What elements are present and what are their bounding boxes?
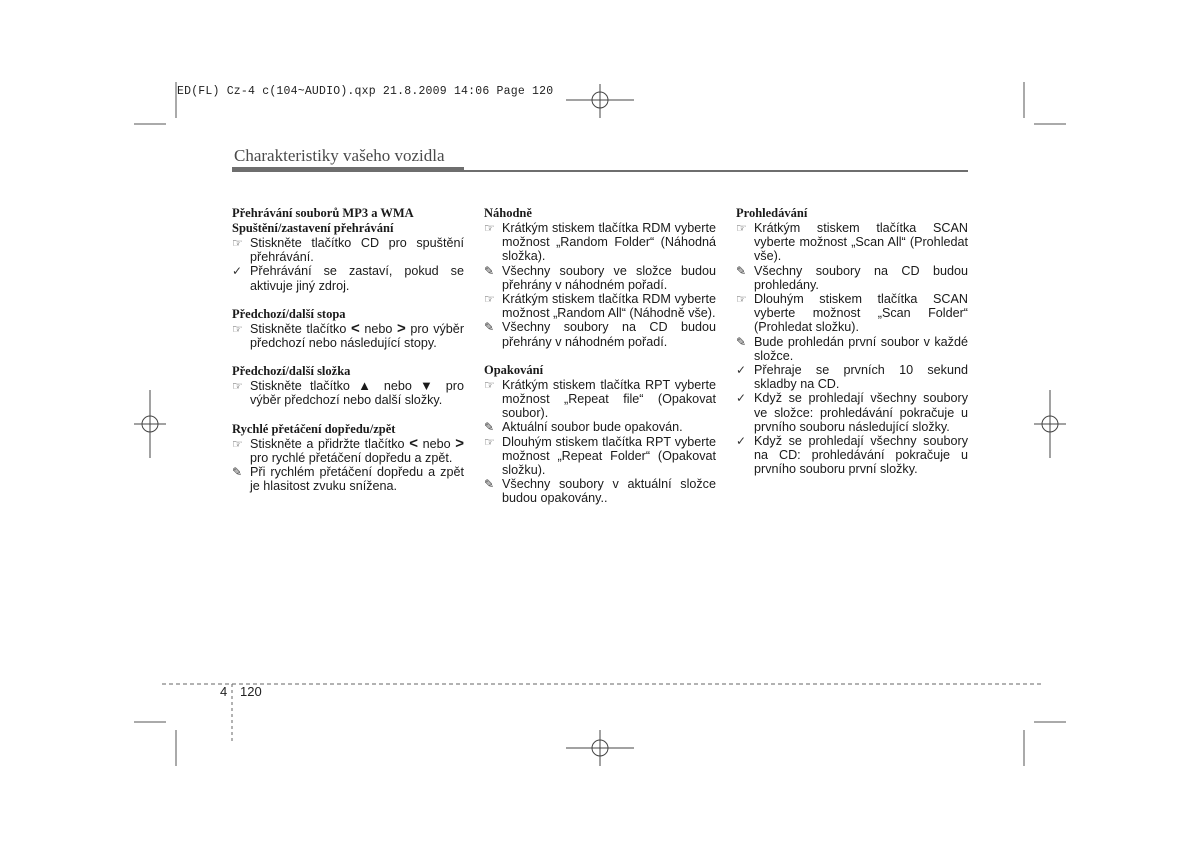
- list-item: ✎ Aktuální soubor bude opakován.: [484, 420, 683, 435]
- section-mp3-start-stop: [232, 206, 464, 293]
- list-item: ☞ Krátkým stiskem tlačítka RPT vyberte možnost „Repeat file“ (Opakovat soubor).: [484, 377, 716, 421]
- print-slug: ED(FL) Cz-4 c(104~AUDIO).qxp 21.8.2009 14:06 Page 120: [177, 85, 554, 98]
- list-item: ☞ Stiskněte tlačítko < nebo > pro výběr předchozí nebo následující stopy.: [232, 319, 465, 351]
- list-item: ✎ Všechny soubory na CD budou přehrány v náhodném pořadí.: [484, 320, 716, 349]
- left-arrow-icon: <: [409, 434, 418, 452]
- list-item: ✎ Při rychlém přetáčení dopředu a zpět je hlasitost zvuku snížena.: [232, 465, 464, 494]
- check-icon: ✓: [736, 363, 747, 378]
- hand-pointer-icon: ☞: [484, 221, 495, 235]
- column-3: [736, 206, 968, 491]
- note-icon: ✎: [232, 465, 243, 480]
- check-icon: ✓: [736, 391, 747, 406]
- list-item: ✎ Bude prohledán první soubor v každé složce.: [736, 334, 968, 363]
- hand-pointer-icon: ☞: [232, 236, 243, 250]
- check-icon: ✓: [736, 434, 747, 449]
- hand-pointer-icon: ☞: [232, 321, 243, 336]
- heading-repeat: Opakování: [484, 362, 544, 377]
- section-scan: [736, 206, 968, 477]
- heading-mp3-wma: Přehrávání souborů MP3 a WMA: [232, 206, 414, 220]
- list-item: ✎ Všechny soubory na CD budou prohledány.: [736, 263, 968, 292]
- right-arrow-icon: >: [397, 319, 406, 337]
- title-rule-thick: [232, 167, 464, 172]
- registration-target-top: [566, 84, 634, 118]
- list-item: ☞ Stiskněte a přidržte tlačítko < nebo > pro rychlé přetáčení dopředu a zpět.: [232, 434, 464, 465]
- page-number: 120: [240, 684, 262, 699]
- list-item: ☞ Krátkým stiskem tlačítka RDM vyberte možnost „Random All“ (Náhodně vše).: [484, 292, 716, 321]
- left-arrow-icon: <: [350, 319, 360, 337]
- list-item: ✎ Všechny soubory ve složce budou přehrány v náhodném pořadí.: [484, 263, 716, 292]
- note-icon: ✎: [484, 477, 495, 492]
- list-item: ✓ Přehrávání se zastaví, pokud se aktivuje jiný zdroj.: [232, 264, 464, 293]
- registration-target-right: [1034, 390, 1066, 458]
- list-item: ☞ Dlouhým stiskem tlačítka RPT vyberte možnost „Repeat Folder“ (Opakovat složku).: [484, 434, 716, 478]
- hand-pointer-icon: ☞: [232, 436, 243, 451]
- section-fast-forward: [232, 422, 464, 494]
- up-triangle-icon: ▲: [358, 378, 376, 394]
- hand-pointer-icon: ☞: [484, 434, 495, 449]
- registration-target-bottom: [566, 730, 634, 766]
- registration-target-left: [134, 390, 166, 458]
- list-item: ☞ Krátkým stiskem tlačítka RDM vyberte možnost „Random Folder“ (Náhodná složka).: [484, 221, 716, 264]
- note-icon: ✎: [484, 263, 495, 278]
- list-item: ✓ Když se prohledají všechny soubory na CD: prohledávání pokračuje u prvního souboru první složky.: [736, 434, 968, 477]
- note-icon: ✎: [484, 320, 495, 335]
- note-icon: ✎: [736, 263, 747, 278]
- list-item: ☞ Krátkým stiskem tlačítka SCAN vyberte možnost „Scan All“ (Prohledat vše).: [736, 221, 968, 264]
- heading-fast-forward: Rychlé přetáčení dopředu/zpět: [232, 421, 396, 436]
- list-item: ✓ Přehraje se prvních 10 sekund skladby na CD.: [736, 363, 968, 392]
- list-item: ☞ Dlouhým stiskem tlačítka SCAN vyberte možnost „Scan Folder“ (Prohledat složku).: [736, 292, 968, 335]
- section-folder: [232, 364, 464, 407]
- right-arrow-icon: >: [455, 434, 464, 452]
- column-1: [232, 206, 464, 507]
- section-track: [232, 307, 464, 350]
- list-item: ☞ Stiskněte tlačítko CD pro spuštění přehrávání.: [232, 236, 464, 265]
- check-icon: ✓: [232, 264, 243, 279]
- hand-pointer-icon: ☞: [736, 221, 747, 235]
- heading-scan: Prohledávání: [736, 206, 808, 220]
- heading-random: Náhodně: [484, 206, 532, 220]
- list-item: ✎ Všechny soubory v aktuální složce budou opakovány..: [484, 477, 716, 506]
- hand-pointer-icon: ☞: [736, 292, 747, 307]
- hand-pointer-icon: ☞: [484, 292, 495, 307]
- column-2: [484, 206, 716, 520]
- heading-track: Předchozí/další stopa: [232, 306, 346, 321]
- heading-folder: Předchozí/další složka: [232, 364, 351, 379]
- hand-pointer-icon: ☞: [484, 377, 495, 392]
- list-item: ☞ Stiskněte tlačítko ▲ nebo ▼ pro výběr předchozí nebo další složky.: [232, 378, 464, 408]
- section-title: Charakteristiky vašeho vozidla: [234, 146, 445, 165]
- note-icon: ✎: [736, 334, 747, 349]
- list-item: ✓ Když se prohledají všechny soubory ve složce: prohledávání pokračuje u prvního souboru následující složky.: [736, 391, 968, 434]
- title-rule-thin: [464, 170, 968, 172]
- hand-pointer-icon: ☞: [232, 379, 243, 394]
- note-icon: ✎: [484, 420, 495, 435]
- chapter-number: 4: [220, 684, 228, 699]
- heading-start-stop: Spuštění/zastavení přehrávání: [232, 221, 394, 235]
- down-triangle-icon: ▼: [420, 378, 438, 394]
- section-repeat: [484, 363, 716, 506]
- section-random: [484, 206, 716, 349]
